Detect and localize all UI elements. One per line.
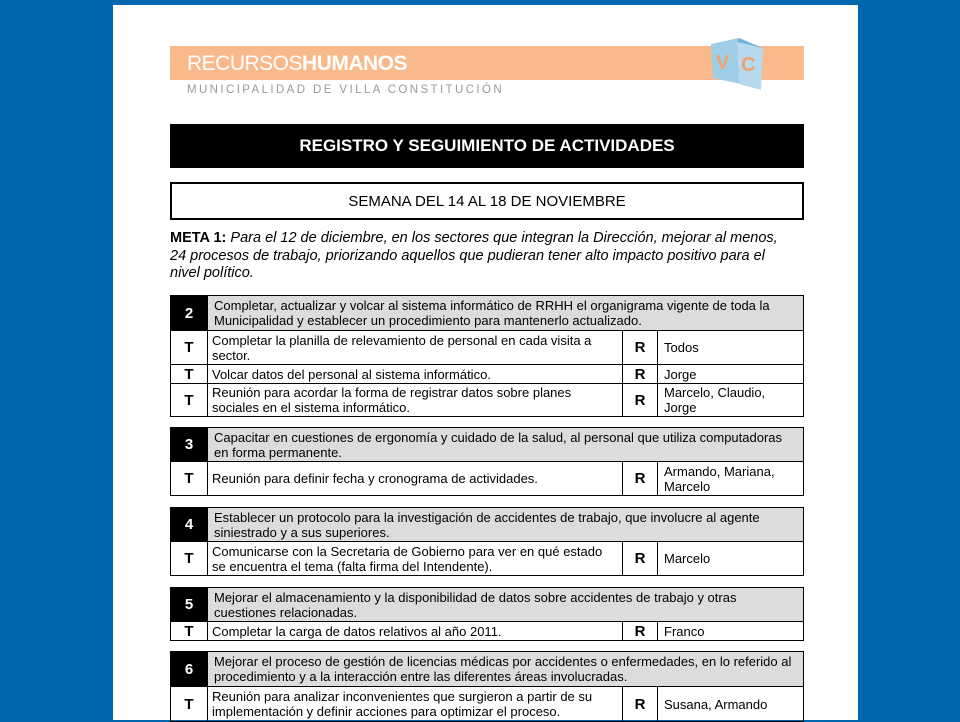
responsible-names: Franco [657, 622, 803, 640]
goal-number: 3 [171, 428, 207, 461]
activity-block-3 [170, 427, 804, 496]
task-marker: T [184, 550, 194, 567]
goal-row [170, 587, 804, 622]
responsible-marker: R [622, 365, 657, 383]
goal-number: 5 [171, 588, 207, 621]
task-description: Comunicarse con la Secretaria de Gobierno para ver en qué estado se encuentra el tema (falta firma del Intendente). [207, 542, 622, 575]
responsible-names: Marcelo [657, 542, 803, 575]
responsible-names: Armando, Mariana, Marcelo [657, 462, 803, 495]
task-row [170, 462, 804, 496]
task-row [170, 365, 804, 384]
brand-subtitle: MUNICIPALIDAD DE VILLA CONSTITUCIÓN [187, 84, 505, 96]
task-row [170, 687, 804, 722]
goal-label: META 1: [170, 230, 227, 246]
week-range: SEMANA DEL 14 AL 18 DE NOVIEMBRE [170, 182, 804, 220]
goal-row [170, 651, 804, 687]
responsible-marker: R [622, 622, 657, 640]
responsible-names: Todos [657, 331, 803, 364]
goal-description: Establecer un protocolo para la investigación de accidentes de trabajo, que involucre al agente siniestrado y a sus superiores. [207, 508, 803, 541]
responsible-names: Marcelo, Claudio, Jorge [657, 384, 803, 416]
activity-block-6 [170, 651, 804, 722]
responsible-marker: R [622, 687, 657, 721]
activity-block-5 [170, 587, 804, 641]
goal-description: Mejorar el almacenamiento y la disponibilidad de datos sobre accidentes de trabajo y otras cuestiones relacionadas. [207, 588, 803, 621]
goal-text: Para el 12 de diciembre, en los sectores que integran la Dirección, mejorar al menos, 24 procesos de trabajo, priorizando aquellos que pudieran tener alto impacto positivo para el nivel político. [170, 230, 778, 281]
goal-number: 2 [171, 296, 207, 330]
goal-statement [170, 230, 790, 283]
task-description: Completar la planilla de relevamiento de personal en cada visita a sector. [207, 331, 622, 364]
goal-number: 6 [171, 652, 207, 686]
vc-logo [707, 38, 767, 90]
task-marker: T [184, 470, 194, 487]
task-description: Completar la carga de datos relativos al año 2011. [207, 622, 622, 640]
responsible-marker: R [622, 331, 657, 364]
goal-row [170, 507, 804, 542]
brand-title: RECURSOSHUMANOS [187, 52, 408, 75]
task-row [170, 384, 804, 417]
task-marker: T [184, 365, 194, 383]
task-marker: T [184, 695, 194, 713]
task-description: Reunión para acordar la forma de registrar datos sobre planes sociales en el sistema informático. [207, 384, 622, 416]
logo-letter-v: V [716, 52, 730, 74]
task-description: Reunión para definir fecha y cronograma de actividades. [207, 462, 622, 495]
goal-number: 4 [171, 508, 207, 541]
task-row [170, 542, 804, 576]
task-row [170, 331, 804, 365]
goal-description: Mejorar el proceso de gestión de licencias médicas por accidentes o enfermedades, en lo referido al procedimiento y a la interacción entre las diferentes áreas involucradas. [207, 652, 803, 686]
task-description: Reunión para analizar inconvenientes que surgieron a partir de su implementación y definir acciones para optimizar el proceso. [207, 687, 622, 721]
responsible-marker: R [622, 462, 657, 495]
responsible-marker: R [622, 542, 657, 575]
task-row [170, 622, 804, 641]
activity-block-4 [170, 507, 804, 576]
document-title: REGISTRO Y SEGUIMIENTO DE ACTIVIDADES [170, 124, 804, 168]
task-marker: T [184, 622, 194, 640]
goal-row [170, 427, 804, 462]
task-description: Volcar datos del personal al sistema informático. [207, 365, 622, 383]
responsible-marker: R [622, 384, 657, 416]
goal-row [170, 295, 804, 331]
logo-letter-c: C [741, 54, 756, 76]
goal-description: Completar, actualizar y volcar al sistema informático de RRHH el organigrama vigente de toda la Municipalidad y establecer un procedimiento para mantenerlo actualizado. [207, 296, 803, 330]
activity-block-2 [170, 295, 804, 417]
goal-description: Capacitar en cuestiones de ergonomía y cuidado de la salud, al personal que utiliza computadoras en forma permanente. [207, 428, 803, 461]
task-marker: T [184, 339, 194, 356]
task-marker: T [184, 391, 194, 409]
responsible-names: Susana, Armando [657, 687, 803, 721]
slide-page [113, 5, 858, 720]
responsible-names: Jorge [657, 365, 803, 383]
